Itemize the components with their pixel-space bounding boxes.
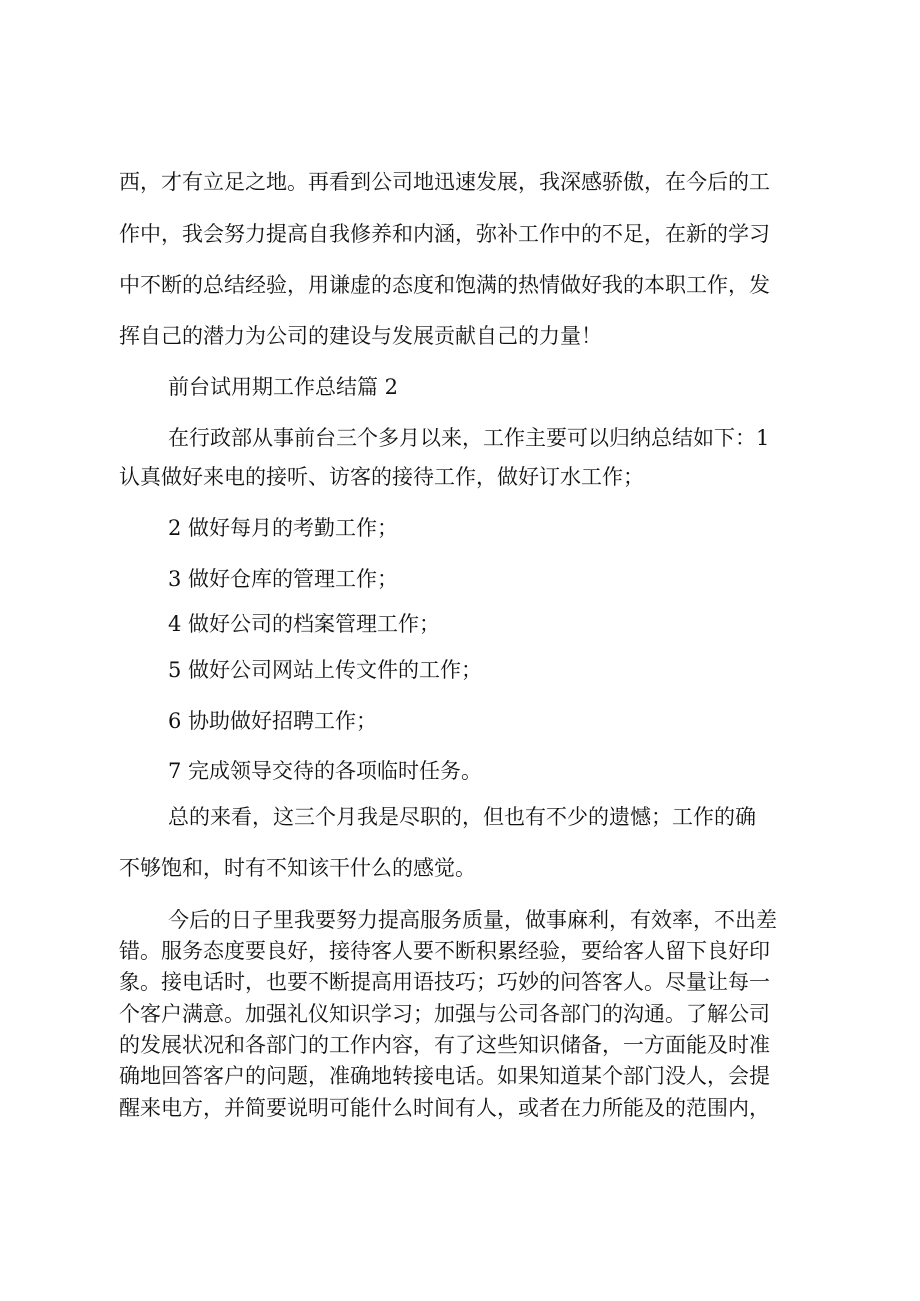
- body-text-line: 认真做好来电的接听、访客的接待工作，做好订水工作；: [119, 465, 644, 489]
- list-item: 7 完成领导交待的各项临时任务。: [168, 759, 483, 783]
- list-item: 6 协助做好招聘工作；: [168, 709, 378, 733]
- list-item: 4 做好公司的档案管理工作；: [168, 612, 441, 636]
- body-text-line: 今后的日子里我要努力提高服务质量，做事麻利，有效率，不出差: [168, 908, 777, 932]
- body-text-line: 的发展状况和各部门的工作内容，有了这些知识储备，一方面能及时准: [119, 1033, 770, 1057]
- body-text-line: 中不断的总结经验，用谦虚的态度和饱满的热情做好我的本职工作，发: [119, 273, 770, 297]
- body-text-line: 醒来电方，并简要说明可能什么时间有人，或者在力所能及的范围内，: [119, 1096, 770, 1120]
- body-text-line: 确地回答客户的问题，准确地转接电话。如果知道某个部门没人，会提: [119, 1064, 770, 1088]
- list-item: 5 做好公司网站上传文件的工作；: [168, 658, 483, 682]
- body-text-line: 作中，我会努力提高自我修养和内涵，弥补工作中的不足，在新的学习: [119, 222, 770, 246]
- list-item: 2 做好每月的考勤工作；: [168, 516, 399, 540]
- body-text-line: 错。服务态度要良好，接待客人要不断积累经验，要给客人留下良好印: [119, 939, 770, 963]
- body-text-line: 个客户满意。加强礼仪知识学习；加强与公司各部门的沟通。了解公司: [119, 1002, 770, 1026]
- list-item: 3 做好仓库的管理工作；: [168, 567, 399, 591]
- body-text-line: 不够饱和，时有不知该干什么的感觉。: [119, 856, 476, 880]
- section-title: 前台试用期工作总结篇 2: [168, 375, 399, 399]
- body-text-line: 总的来看，这三个月我是尽职的，但也有不少的遗憾；工作的确: [168, 805, 756, 829]
- body-text-line: 象。接电话时，也要不断提高用语技巧；巧妙的问答客人。尽量让每一: [119, 970, 770, 994]
- body-text-line: 挥自己的潜力为公司的建设与发展贡献自己的力量！: [119, 324, 602, 348]
- body-text-line: 西，才有立足之地。再看到公司地迅速发展，我深感骄傲，在今后的工: [119, 170, 770, 194]
- body-text-line: 在行政部从事前台三个多月以来，工作主要可以归纳总结如下：1: [168, 426, 770, 450]
